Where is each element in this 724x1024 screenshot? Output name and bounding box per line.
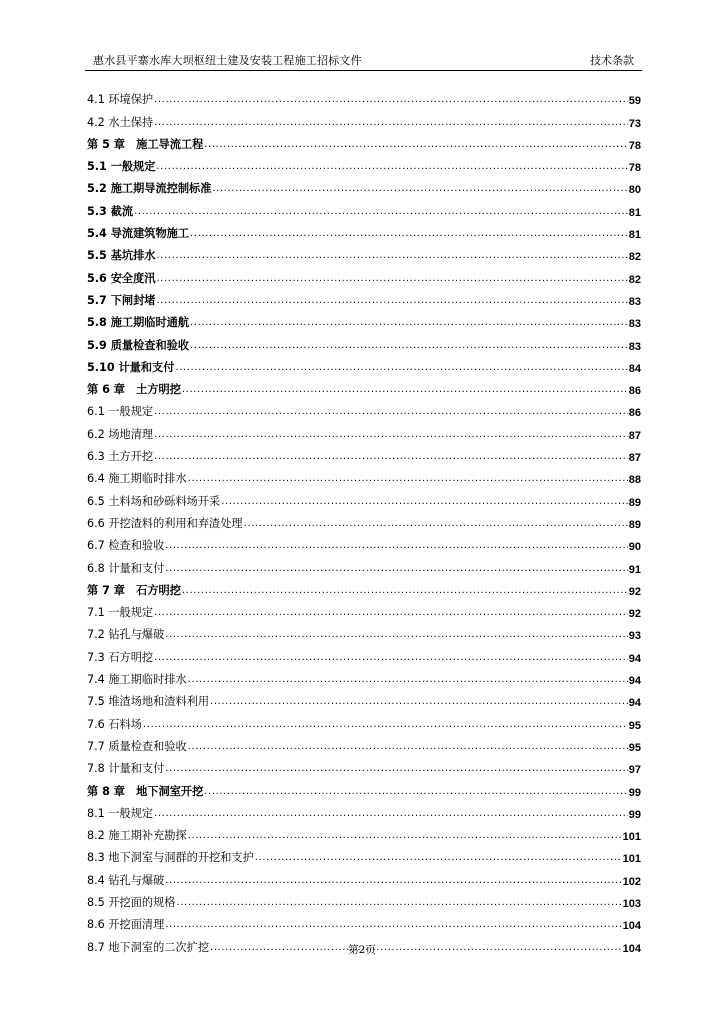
toc-entry-page: 87 — [628, 429, 641, 442]
toc-entry-label: 6.1 一般规定 — [87, 405, 154, 419]
toc-dot-leader — [143, 720, 628, 730]
toc-entry[interactable] — [87, 330, 641, 352]
toc-dot-leader — [154, 407, 628, 417]
toc-entry[interactable] — [87, 799, 641, 821]
toc-entry[interactable] — [87, 709, 641, 731]
toc-dot-leader — [165, 541, 627, 551]
toc-dot-leader — [188, 831, 622, 841]
toc-entry-page: 89 — [628, 518, 641, 531]
toc-entry-label: 5.6 安全度汛 — [87, 271, 156, 285]
toc-dot-leader — [134, 207, 628, 217]
toc-entry-label: 6.4 施工期临时排水 — [87, 472, 187, 486]
toc-entry-label: 7.5 堆渣场地和渣料利用 — [87, 695, 210, 709]
toc-entry-label: 5.7 下闸封堵 — [87, 293, 156, 307]
toc-dot-leader — [182, 385, 628, 395]
toc-entry[interactable] — [87, 754, 641, 776]
toc-entry-label: 4.2 水土保持 — [87, 115, 154, 129]
toc-entry[interactable] — [87, 286, 641, 308]
toc-entry-label: 第 8 章 地下洞室开挖 — [87, 784, 204, 798]
toc-dot-leader — [244, 519, 628, 529]
toc-entry-page: 83 — [628, 295, 641, 308]
toc-entry-label: 6.5 土料场和砂砾料场开采 — [87, 494, 221, 508]
toc-entry-label: 5.9 质量检查和验收 — [87, 338, 190, 352]
toc-entry-page: 102 — [622, 875, 641, 888]
toc-entry[interactable] — [87, 620, 641, 642]
toc-entry-page: 95 — [628, 719, 641, 732]
toc-entry-label: 7.7 质量检查和验收 — [87, 739, 187, 753]
toc-entry-page: 83 — [628, 318, 641, 331]
toc-entry-page: 101 — [622, 831, 641, 844]
toc-entry-page: 94 — [628, 652, 641, 665]
toc-entry[interactable] — [87, 843, 641, 865]
toc-entry-label: 8.1 一般规定 — [87, 806, 154, 820]
toc-entry[interactable] — [87, 442, 641, 464]
toc-entry[interactable] — [87, 464, 641, 486]
toc-entry-page: 92 — [628, 585, 641, 598]
toc-entry[interactable] — [87, 375, 641, 397]
toc-entry-label: 5.2 施工期导流控制标准 — [87, 182, 212, 196]
toc-entry[interactable] — [87, 776, 641, 798]
page-header — [85, 50, 642, 71]
toc-dot-leader — [165, 630, 627, 640]
toc-entry-label: 8.5 开挖面的规格 — [87, 895, 176, 909]
toc-entry-page: 59 — [628, 95, 641, 108]
toc-entry-page: 82 — [628, 273, 641, 286]
toc-entry-page: 94 — [628, 697, 641, 710]
toc-entry-label: 8.4 钻孔与爆破 — [87, 873, 165, 887]
document-title: 惠水县平寨水库大坝枢纽土建及安装工程施工招标文件 — [93, 54, 362, 67]
toc-entry[interactable] — [87, 263, 641, 285]
toc-entry[interactable] — [87, 553, 641, 575]
toc-entry-label: 第 6 章 土方明挖 — [87, 383, 181, 397]
toc-entry[interactable] — [87, 152, 641, 174]
toc-entry[interactable] — [87, 107, 641, 129]
toc-entry-page: 91 — [628, 563, 641, 576]
toc-entry-label: 7.6 石料场 — [87, 717, 142, 731]
toc-entry[interactable] — [87, 576, 641, 598]
toc-entry-page: 97 — [628, 764, 641, 777]
toc-entry[interactable] — [87, 888, 641, 910]
toc-entry[interactable] — [87, 397, 641, 419]
toc-entry-label: 7.2 钻孔与爆破 — [87, 628, 165, 642]
toc-entry-page: 89 — [628, 496, 641, 509]
toc-entry[interactable] — [87, 353, 641, 375]
toc-entry[interactable] — [87, 531, 641, 553]
toc-entry-label: 第 5 章 施工导流工程 — [87, 137, 204, 151]
toc-dot-leader — [188, 474, 628, 484]
toc-dot-leader — [190, 318, 628, 328]
toc-entry-label: 5.10 计量和支付 — [87, 360, 175, 374]
toc-entry-label: 8.6 开挖面清理 — [87, 918, 165, 932]
toc-dot-leader — [156, 251, 627, 261]
toc-entry-page: 95 — [628, 741, 641, 754]
toc-dot-leader — [154, 95, 628, 105]
toc-dot-leader — [154, 118, 628, 128]
toc-entry-page: 83 — [628, 340, 641, 353]
toc-entry-page: 104 — [622, 942, 641, 955]
toc-entry-page: 81 — [628, 229, 641, 242]
table-of-contents — [87, 85, 641, 955]
toc-entry-page: 81 — [628, 206, 641, 219]
toc-entry-label: 8.3 地下洞室与洞群的开挖和支护 — [87, 851, 254, 865]
toc-entry-page: 93 — [628, 630, 641, 643]
toc-entry-page: 101 — [622, 853, 641, 866]
toc-entry[interactable] — [87, 486, 641, 508]
page-number: 第2页 — [348, 944, 376, 956]
toc-entry-page: 92 — [628, 608, 641, 621]
toc-entry[interactable] — [87, 85, 641, 107]
toc-dot-leader — [188, 742, 628, 752]
toc-entry[interactable] — [87, 308, 641, 330]
toc-entry[interactable] — [87, 174, 641, 196]
toc-entry-page: 84 — [628, 362, 641, 375]
toc-entry-page: 104 — [622, 920, 641, 933]
toc-entry[interactable] — [87, 509, 641, 531]
toc-entry[interactable] — [87, 130, 641, 152]
toc-entry-label: 5.4 导流建筑物施工 — [87, 227, 190, 241]
toc-entry-page: 90 — [628, 541, 641, 554]
toc-dot-leader — [175, 363, 627, 373]
toc-dot-leader — [156, 162, 627, 172]
toc-entry[interactable] — [87, 598, 641, 620]
toc-entry-label: 7.4 施工期临时排水 — [87, 673, 187, 687]
toc-dot-leader — [154, 608, 628, 618]
toc-dot-leader — [212, 184, 627, 194]
toc-dot-leader — [190, 229, 628, 239]
toc-entry[interactable] — [87, 419, 641, 441]
toc-dot-leader — [165, 564, 627, 574]
toc-entry[interactable] — [87, 241, 641, 263]
toc-entry[interactable] — [87, 642, 641, 664]
toc-entry-page: 99 — [628, 786, 641, 799]
toc-entry-page: 99 — [628, 808, 641, 821]
toc-entry-label: 6.2 场地清理 — [87, 427, 154, 441]
toc-entry-page: 78 — [628, 139, 641, 152]
toc-entry-label: 6.8 计量和支付 — [87, 561, 165, 575]
toc-entry-page: 80 — [628, 184, 641, 197]
section-title: 技术条款 — [590, 54, 634, 67]
toc-entry-page: 78 — [628, 162, 641, 175]
toc-entry-label: 4.1 环境保护 — [87, 93, 154, 107]
toc-dot-leader — [156, 274, 627, 284]
toc-dot-leader — [154, 809, 628, 819]
toc-entry-label: 6.3 土方开挖 — [87, 450, 154, 464]
toc-entry-label: 5.8 施工期临时通航 — [87, 316, 190, 330]
toc-entry[interactable] — [87, 687, 641, 709]
toc-entry[interactable] — [87, 219, 641, 241]
toc-entry-label: 5.3 截流 — [87, 204, 134, 218]
toc-dot-leader — [165, 764, 627, 774]
toc-dot-leader — [165, 920, 621, 930]
toc-dot-leader — [182, 586, 628, 596]
toc-entry[interactable] — [87, 665, 641, 687]
toc-entry-page: 103 — [622, 897, 641, 910]
toc-entry-label: 7.3 石方明挖 — [87, 650, 154, 664]
toc-entry-page: 88 — [628, 474, 641, 487]
toc-entry-page: 73 — [628, 117, 641, 130]
toc-entry[interactable] — [87, 732, 641, 754]
toc-entry-page: 86 — [628, 407, 641, 420]
toc-entry-label: 7.8 计量和支付 — [87, 762, 165, 776]
toc-entry-label: 5.1 一般规定 — [87, 160, 156, 174]
toc-dot-leader — [154, 452, 628, 462]
toc-entry[interactable] — [87, 865, 641, 887]
toc-entry-label: 6.7 检查和验收 — [87, 539, 165, 553]
toc-entry-page: 86 — [628, 385, 641, 398]
toc-dot-leader — [204, 787, 627, 797]
toc-entry-label: 第 7 章 石方明挖 — [87, 583, 181, 597]
toc-entry-label: 6.6 开挖渣料的利用和弃渣处理 — [87, 516, 243, 530]
toc-entry-label: 8.7 地下洞室的二次扩挖 — [87, 940, 210, 954]
toc-dot-leader — [204, 140, 627, 150]
toc-dot-leader — [255, 853, 622, 863]
toc-dot-leader — [154, 653, 628, 663]
toc-entry-label: 8.2 施工期补充勘探 — [87, 829, 187, 843]
toc-entry-page: 82 — [628, 251, 641, 264]
toc-entry-label: 5.5 基坑排水 — [87, 249, 156, 263]
toc-dot-leader — [156, 296, 627, 306]
toc-entry[interactable] — [87, 910, 641, 932]
toc-dot-leader — [188, 675, 628, 685]
toc-dot-leader — [176, 898, 621, 908]
toc-dot-leader — [190, 341, 628, 351]
toc-entry-page: 87 — [628, 452, 641, 465]
toc-dot-leader — [210, 697, 628, 707]
toc-dot-leader — [165, 876, 621, 886]
toc-entry[interactable] — [87, 196, 641, 218]
toc-dot-leader — [221, 497, 628, 507]
toc-entry-page: 94 — [628, 675, 641, 688]
toc-dot-leader — [154, 430, 628, 440]
toc-entry-label: 7.1 一般规定 — [87, 606, 154, 620]
toc-entry[interactable] — [87, 821, 641, 843]
